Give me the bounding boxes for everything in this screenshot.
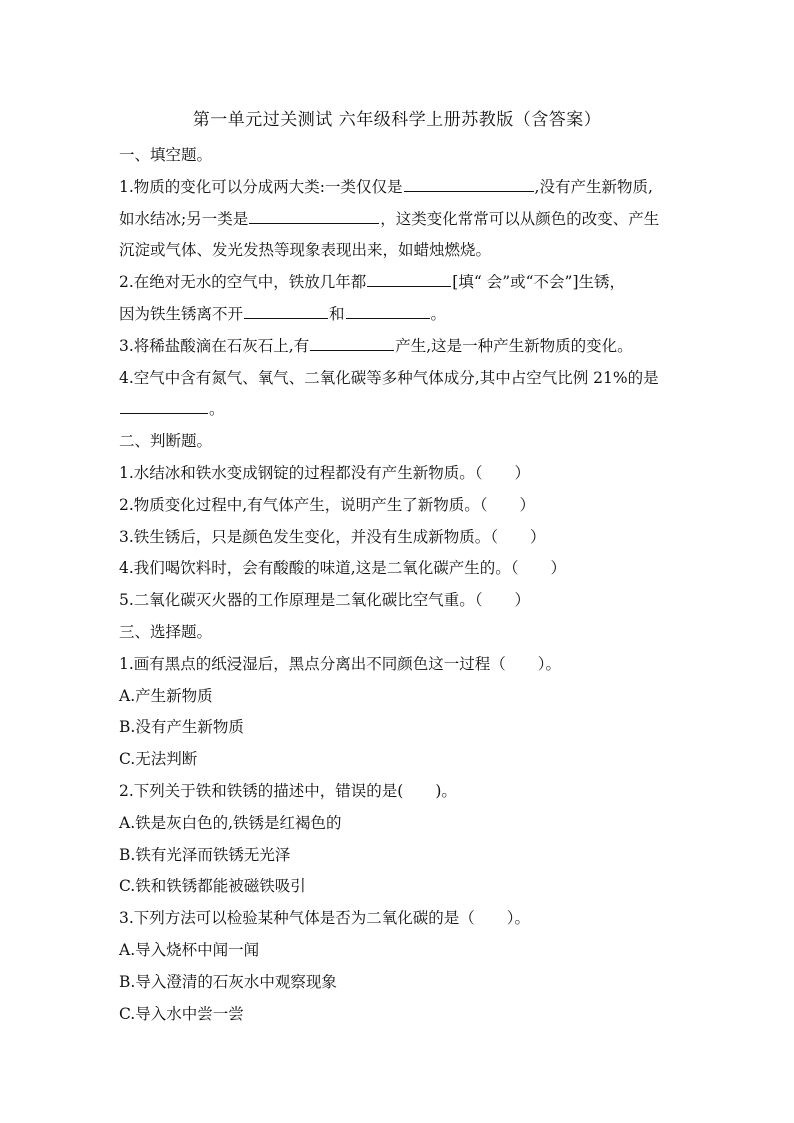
answer-blank[interactable]: [367, 269, 451, 287]
answer-blank[interactable]: [346, 301, 430, 319]
question-1-2-line2: 因为铁生锈离不开 和 。: [119, 299, 689, 331]
question-3-2-option-b: B.铁有光泽而铁锈无光泽: [119, 845, 291, 864]
section-heading-true-false: 二、判断题。: [119, 432, 213, 451]
answer-blank[interactable]: [244, 301, 328, 319]
question-1-1-line1: 1.物质的变化可以分成两大类:一类仅仅是 ,没有产生新物质,: [119, 172, 689, 204]
question-1-4-line2: 。: [119, 394, 689, 426]
question-2-1: 1.水结冰和铁水变成钢锭的过程都没有产生新物质。（ ）: [119, 463, 531, 482]
question-2-4: 4.我们喝饮料时，会有酸酸的味道,这是二氧化碳产生的。（ ）: [119, 559, 566, 578]
answer-blank[interactable]: [120, 396, 208, 414]
question-1-3: 3.将稀盐酸滴在石灰石上,有 产生,这是一种产生新物质的变化。: [119, 331, 689, 363]
question-3-1-option-b: B.没有产生新物质: [119, 718, 244, 737]
question-3-3-option-c: C.导入水中尝一尝: [119, 1004, 244, 1023]
question-3-3-stem: 3.下列方法可以检验某种气体是否为二氧化碳的是（ ）。: [119, 909, 531, 928]
question-1-1-line2: 如水结冰;另一类是 ，这类变化常常可以从颜色的改变、产生: [119, 204, 689, 236]
question-3-3-option-b: B.导入澄清的石灰水中观察现象: [119, 972, 337, 991]
answer-blank[interactable]: [404, 174, 534, 192]
answer-blank[interactable]: [310, 333, 394, 351]
answer-blank[interactable]: [249, 206, 379, 224]
question-1-1-line3: 沉淀或气体、发光发热等现象表现出来，如蜡烛燃烧。: [119, 241, 492, 260]
question-3-1-stem: 1.画有黑点的纸浸湿后，黑点分离出不同颜色这一过程（ ）。: [119, 654, 562, 673]
question-1-4-line1: 4.空气中含有氮气、氧气、二氧化碳等多种气体成分,其中占空气比例 21%的是: [119, 368, 659, 387]
question-2-5: 5.二氧化碳灭火器的工作原理是二氧化碳比空气重。（ ）: [119, 591, 531, 610]
question-3-1-option-c: C.无法判断: [119, 750, 198, 769]
section-heading-fill-blank: 一、填空题。: [119, 146, 213, 164]
section-heading-multiple-choice: 三、选择题。: [119, 622, 213, 641]
question-3-2-option-a: A.铁是灰白色的,铁锈是红褐色的: [119, 813, 342, 832]
question-3-3-option-a: A.导入烧杯中闻一闻: [119, 940, 260, 959]
question-3-1-option-a: A.产生新物质: [119, 686, 213, 705]
question-2-3: 3.铁生锈后，只是颜色发生变化，并没有生成新物质。（ ）: [119, 527, 546, 546]
question-2-2: 2.物质变化过程中,有气体产生，说明产生了新物质。（ ）: [119, 495, 535, 514]
question-1-2-line1: 2.在绝对无水的空气中，铁放几年都 [填“ 会”或“不会”]生锈，: [119, 267, 689, 299]
document-body: [119, 140, 689, 1030]
question-3-2-stem: 2.下列关于铁和铁锈的描述中，错误的是( )。: [119, 781, 457, 800]
question-3-2-option-c: C.铁和铁锈都能被磁铁吸引: [119, 877, 306, 896]
page-title: 第一单元过关测试 六年级科学上册苏教版（含答案）: [192, 110, 602, 130]
